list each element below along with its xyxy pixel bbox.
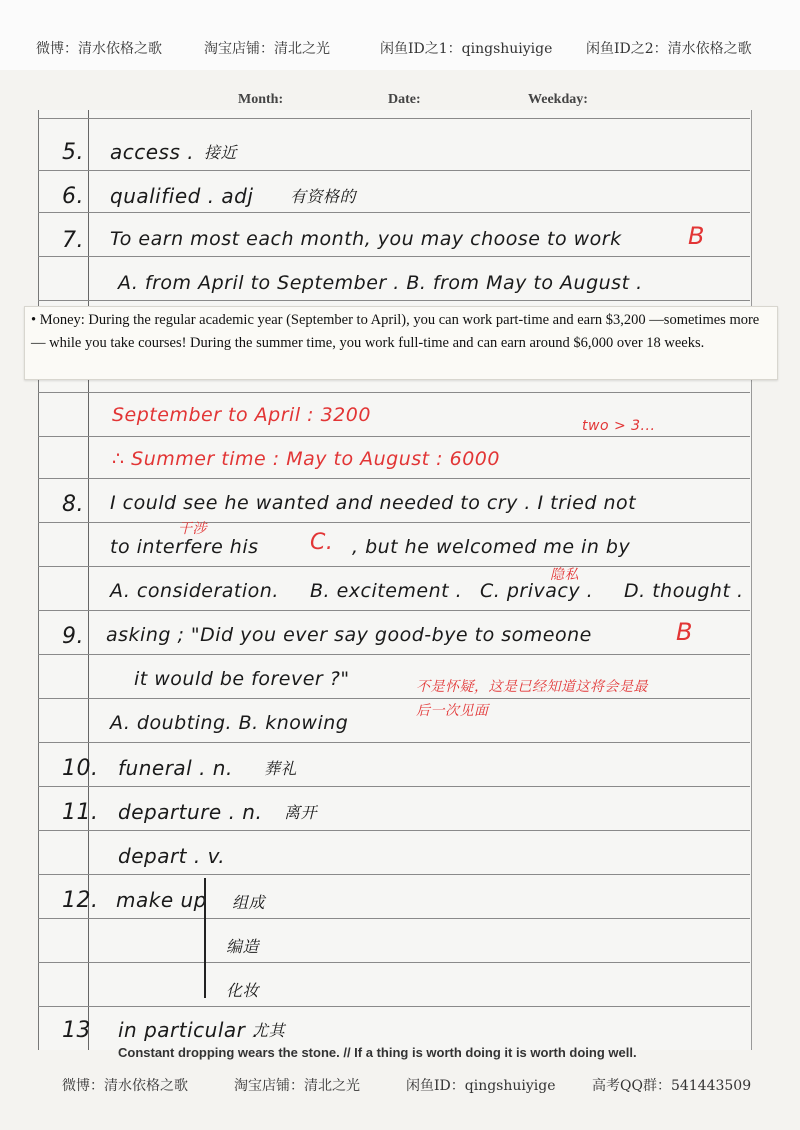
top-strip <box>0 0 800 70</box>
curly-brace <box>204 878 218 998</box>
ruled-line <box>38 212 750 213</box>
ruled-line <box>38 300 750 301</box>
note-11-chinese: 离开 <box>284 803 318 822</box>
note-9-line-2: it would be forever ?" <box>134 668 350 690</box>
footer-shop: 淘宝店铺：清北之光 <box>234 1078 360 1094</box>
note-5-number: 5. <box>62 140 84 165</box>
ruled-line <box>38 786 750 787</box>
note-8-answer: C. <box>310 530 334 555</box>
ruled-line <box>38 874 750 875</box>
footer-xianyu: 闲鱼ID：qingshuiyige <box>406 1078 556 1094</box>
red-note-1: September to April : 3200 <box>112 404 371 426</box>
note-12-meaning-3: 化妆 <box>226 981 260 1000</box>
ruled-line <box>38 698 750 699</box>
note-12-text: make up <box>116 888 207 912</box>
ruled-line <box>38 830 750 831</box>
note-8-option-a: A. consideration. <box>110 580 279 602</box>
note-8-option-d: D. thought . <box>624 580 744 602</box>
note-6-number: 6. <box>62 184 84 209</box>
note-8-line-1: I could see he wanted and needed to cry . I tried not <box>110 492 637 514</box>
note-9-line-1: asking ; "Did you ever say good-bye to someone <box>106 624 592 646</box>
header-shop: 淘宝店铺：清北之光 <box>204 41 330 57</box>
ruled-line <box>38 118 750 119</box>
ruled-line <box>38 610 750 611</box>
note-8-option-b: B. excitement . <box>310 580 463 602</box>
note-8-chinese-gloss: 干涉 <box>178 521 207 537</box>
ruled-line <box>38 566 750 567</box>
ruled-line <box>38 1006 750 1007</box>
note-11-text: departure . n. <box>118 800 263 824</box>
ruled-line <box>38 742 750 743</box>
note-7-answer: B <box>688 222 705 250</box>
note-5-text: access . <box>110 140 195 164</box>
ruled-line <box>38 436 750 437</box>
weekday-label: Weekday: <box>528 92 588 107</box>
note-10-text: funeral . n. <box>118 756 233 780</box>
note-6-text: qualified . adj <box>110 184 254 208</box>
note-7-number: 7. <box>62 228 84 253</box>
note-5-chinese: 接近 <box>204 143 238 162</box>
note-8-option-c: C. privacy . <box>480 580 594 602</box>
note-7-text: To earn most each month, you may choose to work <box>110 228 622 250</box>
note-9-chinese-2: 后一次见面 <box>416 703 489 719</box>
note-6-chinese: 有资格的 <box>290 187 357 206</box>
ruled-line <box>38 918 750 919</box>
proverb-quote: Constant dropping wears the stone. // If a thing is worth doing it is worth doing well. <box>118 1045 637 1060</box>
footer-qq: 高考QQ群：541443509 <box>592 1078 752 1094</box>
note-12-meaning-2: 编造 <box>226 937 260 956</box>
note-9-chinese-1: 不是怀疑，这是已经知道这将会是最 <box>416 679 648 695</box>
note-13-text: in particular . <box>118 1018 260 1042</box>
note-9-options: A. doubting. B. knowing <box>110 712 349 734</box>
header-xianyu-2: 闲鱼ID之2：清水依格之歌 <box>586 41 752 57</box>
ruled-line <box>38 654 750 655</box>
note-8-number: 8. <box>62 492 84 517</box>
ruled-line <box>38 522 750 523</box>
note-12-number: 12. <box>62 888 99 913</box>
note-8-line-3: , but he welcomed me in by <box>352 536 631 558</box>
header-xianyu-1: 闲鱼ID之1：qingshuiyige <box>380 41 553 57</box>
note-9-answer: B <box>676 618 693 646</box>
ruled-line <box>38 962 750 963</box>
note-11-number: 11. <box>62 800 99 825</box>
note-7-options: A. from April to September . B. from May to August . <box>118 272 643 294</box>
header-weibo: 微博：清水依格之歌 <box>36 41 162 57</box>
ruled-line <box>38 478 750 479</box>
note-10-chinese: 葬礼 <box>264 759 298 778</box>
ruled-line <box>38 256 750 257</box>
red-note-2: ∴ Summer time : May to August : 6000 <box>112 448 500 470</box>
note-10-number: 10. <box>62 756 99 781</box>
note-13-chinese: 尤其 <box>252 1021 286 1040</box>
note-12-meaning-1: 组成 <box>232 893 266 912</box>
ruled-line <box>38 170 750 171</box>
month-label: Month: <box>238 92 284 107</box>
pasted-clipping: • Money: During the regular academic year (September to April), you can work part-time and earn $3,200 —sometimes more — while you take courses! During the summer time, you work full-time and can earn around $6,000 over 18 weeks. <box>24 306 778 380</box>
note-8-line-2: to interfere his <box>110 536 259 558</box>
note-9-number: 9. <box>62 624 84 649</box>
date-label: Date: <box>388 92 421 107</box>
red-note-1-side: two > 3... <box>582 418 656 434</box>
footer-weibo: 微博：清水依格之歌 <box>62 1078 188 1094</box>
note-8-option-c-chinese: 隐私 <box>550 567 579 583</box>
ruled-line <box>38 392 750 393</box>
note-13-number: 13 <box>62 1018 91 1043</box>
note-11b-text: depart . v. <box>118 844 226 868</box>
